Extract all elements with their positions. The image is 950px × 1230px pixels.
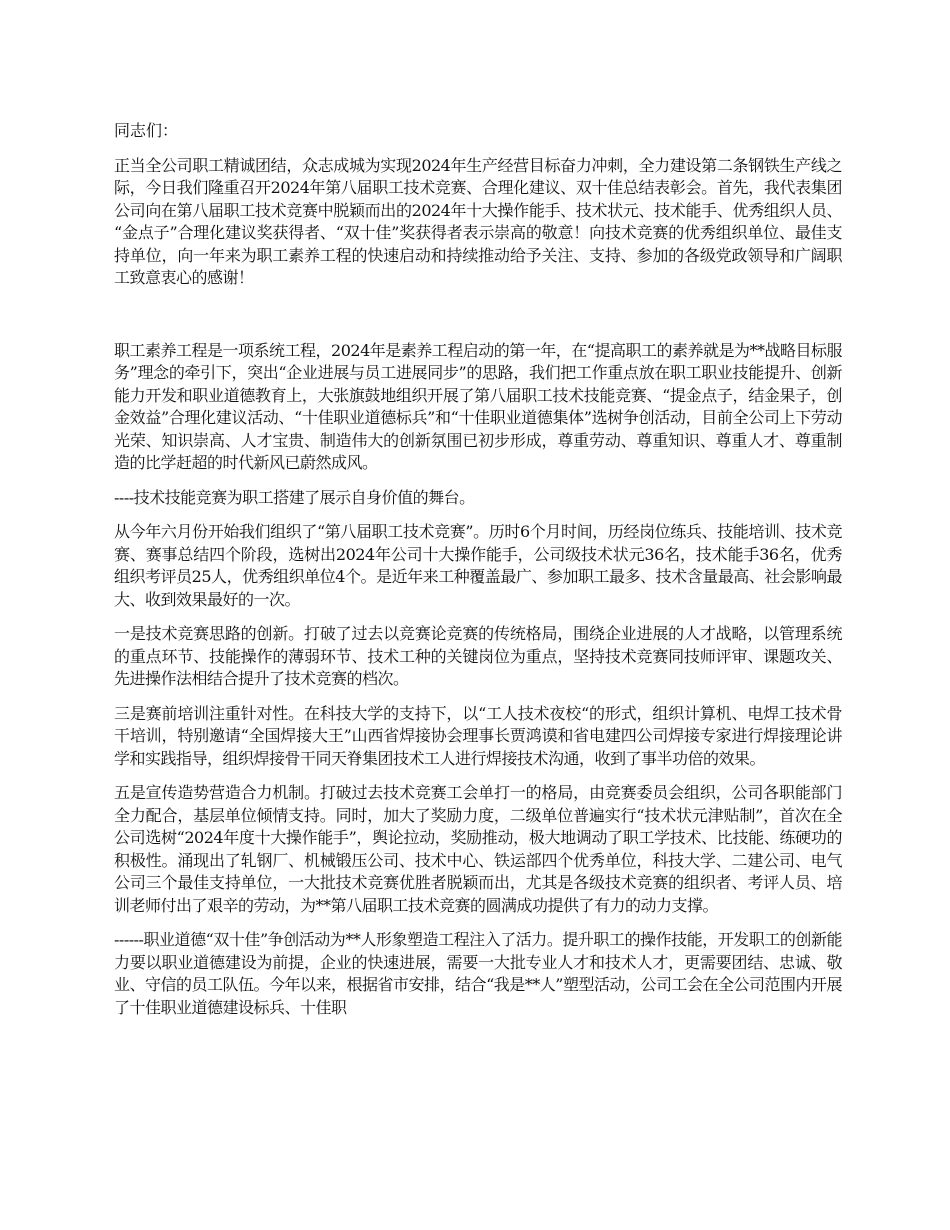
paragraph-point-three: 三是赛前培训注重针对性。在科技大学的支持下，以“工人技术夜校“的形式，组织计算机、电焊工技术骨干培训，特别邀请“全国焊接大王”山西省焊接协会理事长贾鸿谟和省电建四公司焊接专家进行焊接理论讲学和实践指导，组织焊接骨干同天脊集团技术工人进行焊接技术沟通，收到了事半功倍的效果。 bbox=[114, 703, 842, 768]
paragraph-opening: 正当全公司职工精诚团结，众志成城为实现2024年生产经营目标奋力冲刺，全力建设第二条钢铁生产线之际，今日我们隆重召开2024年第八届职工技术竞赛、合理化建议、双十佳总结表彰会。首先，我代表集团公司向在第八届职工技术竞赛中脱颖而出的2024年十大操作能手、技术状元、技术能手、优秀组织人员、“金点子”合理化建议奖获得者、“双十佳”奖获得者表示崇高的敬意！向技术竞赛的优秀组织单位、最佳支持单位，向一年来为职工素养工程的快速启动和持续推动给予关注、支持、参加的各级党政领导和广阔职工致意衷心的感谢！ bbox=[114, 155, 842, 287]
document-page bbox=[114, 120, 842, 1031]
paragraph-point-one: 一是技术竞赛思路的创新。打破了过去以竞赛论竞赛的传统格局，围绕企业进展的人才战略，以管理系统的重点环节、技能操作的薄弱环节、技术工种的关键岗位为重点，坚持技术竞赛同技师评审、课题攻关、先进操作法相结合提升了技术竞赛的档次。 bbox=[114, 624, 842, 688]
paragraph-ethics-activity: ------职业道德“双十佳”争创活动为**人形象塑造工程注入了活力。提升职工的操作技能，开发职工的创新能力要以职业道德建设为前提，企业的快速进展，需要一大批专业人才和技术人才，更需要团结、忠诚、敬业、守信的员工队伍。今年以来，根据省市安排，结合“我是**人”塑型活动，公司工会在全公司范围内开展了十佳职业道德建设标兵、十佳职 bbox=[114, 930, 842, 1017]
paragraph-point-five: 五是宣传造势营造合力机制。打破过去技术竞赛工会单打一的格局，由竞赛委员会组织，公司各职能部门全力配合，基层单位倾情支持。同时，加大了奖励力度，二级单位普遍实行“技术状元津贴制”，首次在全公司选树“2024年度十大操作能手”，舆论拉动，奖励推动，极大地调动了职工学技术、比技能、练硬功的积极性。涌现出了轧钢厂、机械锻压公司、技术中心、铁运部四个优秀单位，科技大学、二建公司、电气公司三个最佳支持单位，一大批技术竞赛优胜者脱颖而出，尤其是各级技术竞赛的组织者、考评人员、培训老师付出了艰辛的劳动，为**第八届职工技术竞赛的圆满成功提供了有力的动力支撑。 bbox=[114, 783, 842, 915]
paragraph-quality-project: 职工素养工程是一项系统工程，2024年是素养工程启动的第一年，在“提高职工的素养就是为**战略目标服务”理念的牵引下，突出“企业进展与员工进展同步”的思路，我们把工作重点放在职工职业技能提升、创新能力开发和职业道德教育上，大张旗鼓地组织开展了第八届职工技术技能竞赛、“提金点子，结金果子，创金效益”合理化建议活动、“十佳职业道德标兵”和“十佳职业道德集体”选树争创活动，目前全公司上下劳动光荣、知识崇高、人才宝贵、制造伟大的创新氛围已初步形成，尊重劳动、尊重知识、尊重人才、尊重制造的比学赶超的时代新风已蔚然成风。 bbox=[114, 340, 842, 472]
paragraph-gap bbox=[114, 302, 842, 340]
paragraph-competition-overview: 从今年六月份开始我们组织了“第八届职工技术竞赛”。历时6个月时间，历经岗位练兵、技能培训、技术竞赛、赛事总结四个阶段，选树出2024年公司十大操作能手，公司级技术状元36名，技术能手36名，优秀组织考评员25人，优秀组织单位4个。是近年来工种覆盖最广、参加职工最多、技术含量最高、社会影响最大、收到效果最好的一次。 bbox=[114, 522, 842, 609]
section-heading-skills-competition: ----技术技能竞赛为职工搭建了展示自身价值的舞台。 bbox=[114, 487, 475, 507]
salutation: 同志们： bbox=[114, 121, 179, 140]
